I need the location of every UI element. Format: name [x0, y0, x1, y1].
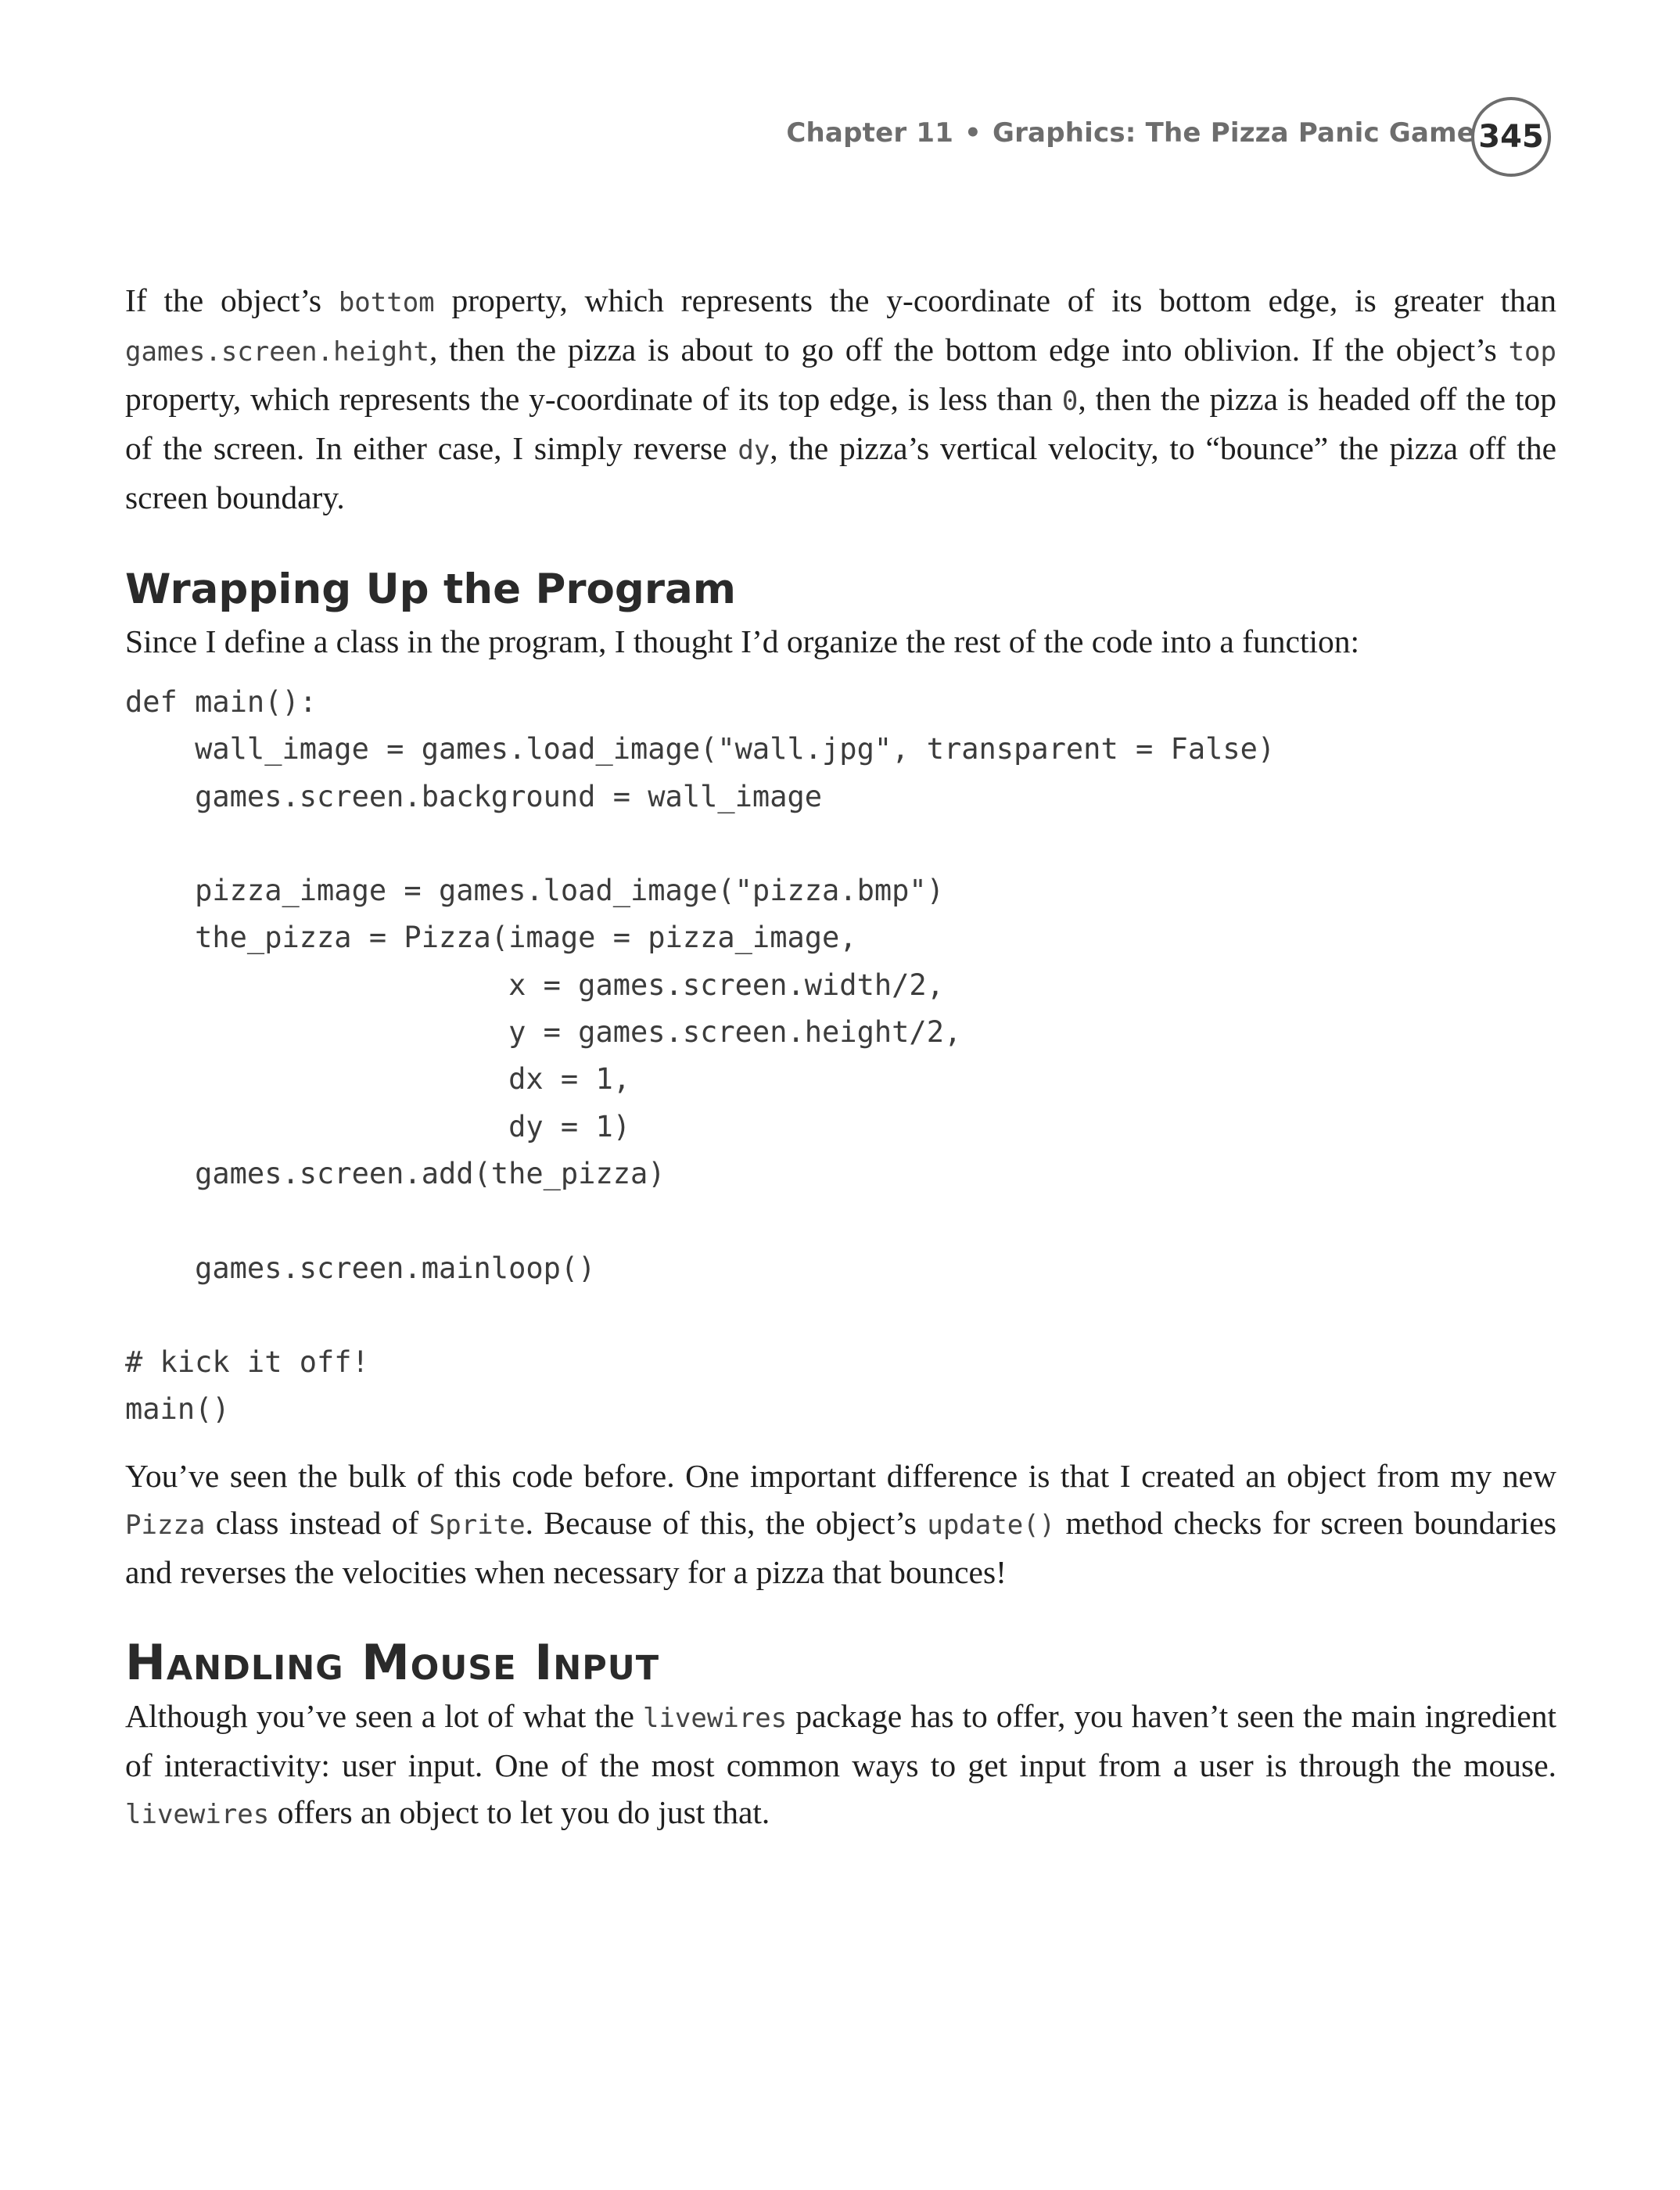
page-number: 345 [1478, 119, 1544, 155]
text-run: You’ve seen the bulk of this code before. One important difference is that I created an object from my new [125, 1457, 1556, 1494]
text-run: property, which represents the y-coordinate of its top edge, is less than [125, 381, 1062, 417]
page-content [125, 277, 1556, 1838]
inline-code: update() [927, 1509, 1056, 1541]
paragraph-bounce-explanation [125, 277, 1556, 521]
inline-code: bottom [338, 287, 435, 318]
text-run: If the object’s [125, 282, 339, 318]
inline-code: Pizza [125, 1509, 206, 1541]
text-run: , the pizza’s vertical velocity, to “bounce” the pizza off the screen boundary. [125, 430, 1556, 515]
running-header [786, 117, 1475, 149]
paragraph-function-intro: Since I define a class in the program, I thought I’d organize the rest of the code into a function: [125, 623, 1360, 659]
text-run: offers an object to let you do just that. [269, 1793, 770, 1830]
inline-code: dy [738, 435, 770, 466]
text-run: method checks for screen boundaries and reverses the velocities when necessary for a pizza that bounces! [125, 1504, 1556, 1590]
paragraph-mouse-intro [125, 1693, 1556, 1838]
paragraph-code-discussion [125, 1452, 1556, 1596]
section-heading-mouse-input: Handling Mouse Input [125, 1633, 660, 1691]
text-run: package has to offer, you haven’t seen the main ingredient of interactivity: user input. One of the most common ways to get input from a user is through the mouse. [125, 1697, 1556, 1783]
text-run: , then the pizza is about to go off the bottom edge into oblivion. If the object’s [429, 332, 1509, 368]
text-run: . Because of this, the object’s [525, 1504, 928, 1541]
inline-code: livewires [642, 1702, 788, 1734]
text-run: class instead of [205, 1504, 429, 1541]
header-separator: • [964, 117, 982, 149]
page-number-badge [1471, 97, 1551, 177]
inline-code: games.screen.height [125, 336, 429, 368]
code-listing-main: def main(): wall_image = games.load_image("wall.jpg", transparent = False) games.screen.background = wall_image pizza_image = games.load_image("pizza.bmp") the_pizza = Pizza(image = pizza_image, x = games.screen.width/2, y = games.screen.height/2, dx = 1, dy = 1) games.screen.add(the_pizza) games.screen.mainloop() # kick it off! main() [125, 685, 1276, 1427]
inline-code: livewires [125, 1798, 270, 1830]
text-run: , then the pizza is headed off the top of the screen. In either case, I simply reverse [125, 381, 1556, 466]
inline-code: Sprite [429, 1509, 526, 1541]
text-run: Although you’ve seen a lot of what the [125, 1697, 643, 1734]
inline-code: 0 [1061, 386, 1079, 417]
inline-code: top [1508, 336, 1556, 368]
text-run: property, which represents the y-coordinate of its bottom edge, is greater than [434, 282, 1556, 318]
chapter-title: Graphics: The Pizza Panic Game [992, 117, 1475, 149]
section-heading-wrapping-up: Wrapping Up the Program [125, 565, 736, 613]
chapter-label: Chapter 11 [786, 117, 954, 149]
